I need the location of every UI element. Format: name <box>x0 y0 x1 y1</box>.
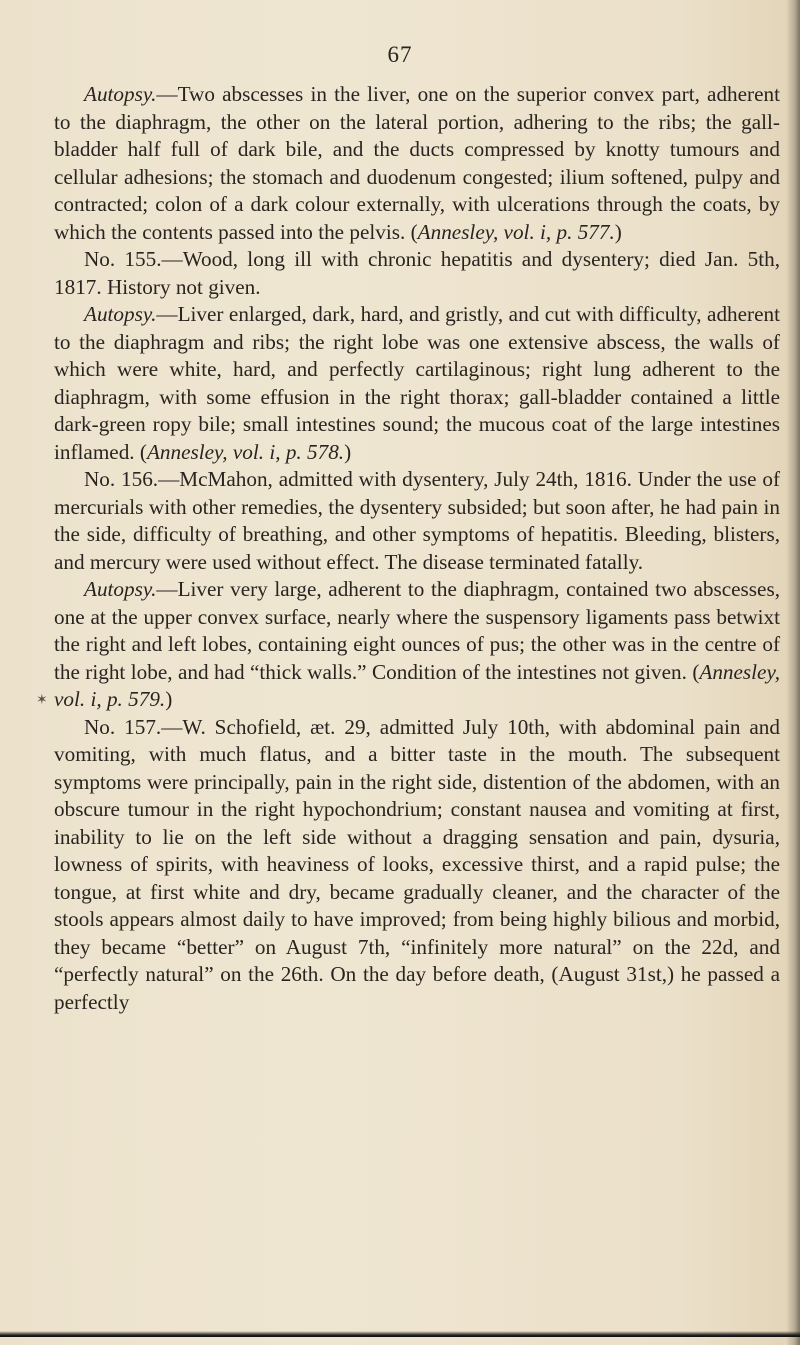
page-body-text <box>54 81 780 1016</box>
paragraph-autopsy-1 <box>54 81 780 246</box>
paragraph-text: —Two abscesses in the liver, one on the superior convex part, adherent to the diaphragm, the other on the lateral portion, adhering to the ribs; the gall-bladder half full of dark bile, and the ducts compressed by knotty tumours and cellular adhesions; the stomach and duodenum congested; ilium softened, pulpy and contracted; colon of a dark colour externally, with ulcerations through the coats, by which the contents passed into the pelvis. ( <box>54 82 780 244</box>
page-bottom-edge <box>0 1331 800 1337</box>
page-right-edge-shadow <box>786 0 800 1345</box>
paragraph-citation: Annesley, vol. i, p. 579. <box>54 659 780 711</box>
paragraph-tail: ) <box>614 219 622 244</box>
paragraph-text: No. 157.—W. Schofield, æt. 29, admitted July 10th, with abdominal pain and vomiting, with much flatus, and a bitter taste in the mouth. The subsequent symptoms were principally, pain in the right side, distention of the abdomen, with an obscure tumour in the right hypochondrium; constant nausea and vomiting at first, inability to lie on the left side without a dragging sensation and pain, dysuria, lowness of spirits, with heaviness of looks, excessive thirst, and a rapid pulse; the tongue, at first white and dry, became gradually cleaner, and the character of the stools appears almost daily to have improved; from being highly bilious and morbid, they became “better” on August 7th, “infinitely more natural” on the 22d, and “perfectly natural” on the 26th. On the day before death, (August 31st,) he passed a perfectly <box>54 714 780 1014</box>
paragraph-text: No. 155.—Wood, long ill with chronic hepatitis and dysentery; died Jan. 5th, 1817. History not given. <box>54 247 780 299</box>
paragraph-tail: ) <box>344 439 352 464</box>
page-number: 67 <box>387 42 413 67</box>
paragraph-lead: Autopsy. <box>84 577 157 601</box>
margin-mark-icon: ✶ <box>36 693 48 708</box>
paragraph-text: —Liver very large, adherent to the diaphragm, contained two abscesses, one at the upper convex surface, nearly where the suspensory ligaments pass betwixt the right and left lobes, containing eight ounces of pus; the other was in the centre of the right lobe, and had “thick walls.” Condition of the intestines not given. ( <box>54 577 780 684</box>
paragraph-lead: Autopsy. <box>84 302 157 326</box>
paragraph-citation: Annesley, vol. i, p. 577. <box>417 219 615 244</box>
paragraph-case-157 <box>54 714 780 1017</box>
paragraph-case-156 <box>54 466 780 576</box>
paragraph-lead: Autopsy. <box>84 82 157 106</box>
paragraph-text: —Liver enlarged, dark, hard, and gristly, and cut with difficulty, adherent to the diaphragm and ribs; the right lobe was one extensive abscess, the walls of which were white, hard, and perfectly cartilaginous; right lung adherent to the diaphragm, with some effusion in the right thorax; gall-bladder contained a little dark-green ropy bile; small intestines sound; the mucous coat of the large intestines inflamed. ( <box>54 302 780 464</box>
paragraph-tail: ) <box>165 687 173 711</box>
paragraph-case-155 <box>54 246 780 301</box>
paragraph-text: No. 156.—McMahon, admitted with dysentery, July 24th, 1816. Under the use of mercurials with other remedies, the dysentery subsided; but soon after, he had pain in the side, difficulty of breathing, and other symptoms of hepatitis. Bleeding, blisters, and mercury were used without effect. The disease terminated fatally. <box>54 467 780 574</box>
paragraph-autopsy-3 <box>54 576 780 714</box>
paragraph-citation: Annesley, vol. i, p. 578. <box>146 439 345 464</box>
paragraph-autopsy-2 <box>54 301 780 466</box>
